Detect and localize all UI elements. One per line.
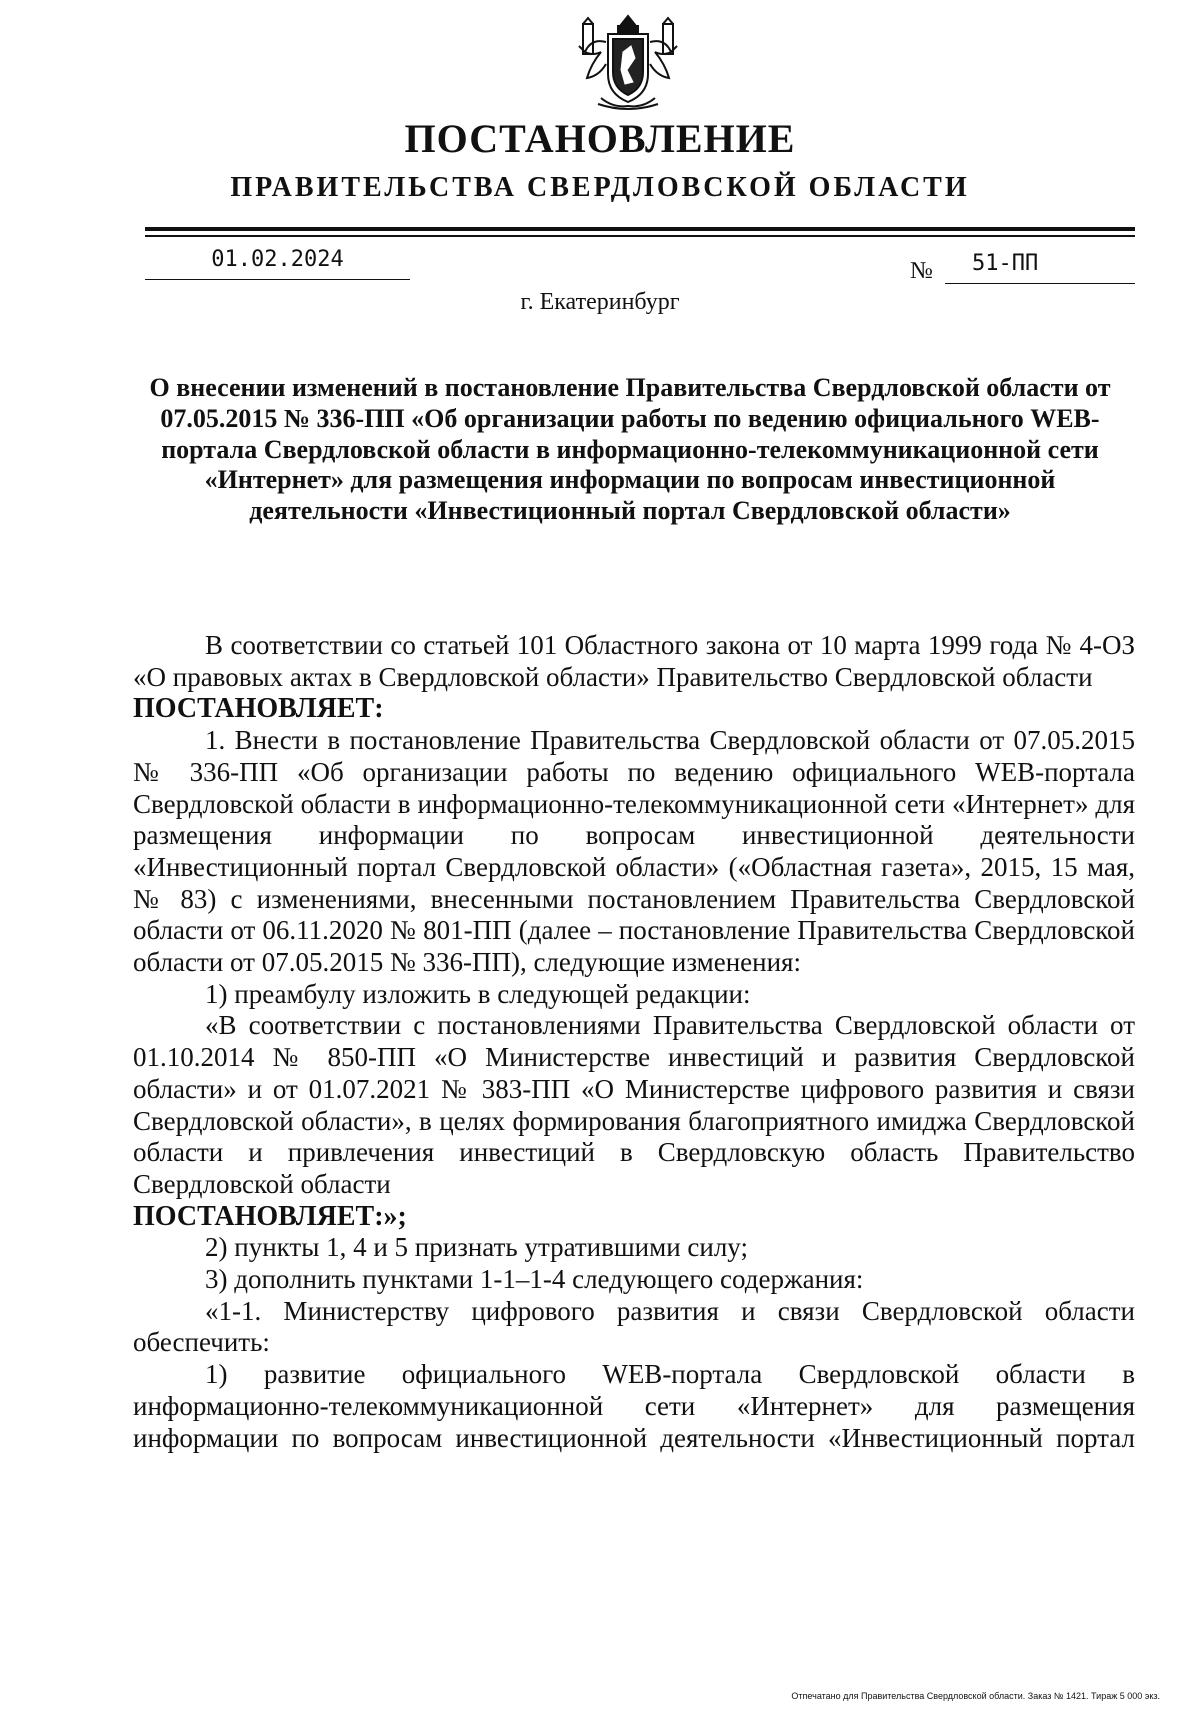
subitem-3-paragraph: 3) дополнить пунктами 1-1–1-4 следующего содержания: [205,1264,864,1295]
quote-1-paragraph: «В соответствии с постановлениями Правительства Свердловской области от 01.10.2014 № 850-ПП «О Министерстве инвестиций и развития Свердловской области» и от 01.07.2021 № 383-ПП «О Министерстве цифрового развития и связи Свердловской области», в целях формирования благоприятного имиджа Свердловской области и привлечения инвестиций в Свердловскую область Правительство Свердловской области [133,1010,1135,1199]
subitem-1-paragraph: 1) преамбулу изложить в следующей редакции: [205,978,751,1009]
city-name: г. Екатеринбург [520,289,680,315]
header-divider-thin [145,235,1135,237]
item-1-paragraph: 1. Внести в постановление Правительства Свердловской области от 07.05.2015 № 336-ПП «Об организации работы по ведению официального WEB-портала Свердловской области в информационно-телекоммуникационной сети «Интернет» для размещения информации по вопросам инвестиционной деятельности «Инвестиционный портал Свердловской области» («Областная газета», 2015, 15 мая, № 83) с изменениями, внесенными постановлением Правительства Свердловской области от 06.11.2020 № 801-ПП (далее – постановление Правительства Свердловской области от 07.05.2015 № 336-ПП), следующие изменения: [133,725,1135,978]
decree-word: ПОСТАНОВЛЯЕТ: [133,693,384,725]
document-body [133,630,1135,1454]
subitem-2-paragraph: 2) пункты 1, 4 и 5 признать утратившими силу; [205,1232,748,1263]
header-divider [145,227,1135,231]
number-sign: № [910,258,933,284]
document-heading: О внесении изменений в постановление Правительства Свердловской области от 07.05.2015 № 336-ПП «Об организации работы по ведению официального WEB-портала Свердловской области в информационно-телекоммуникационной сети «Интернет» для размещения информации по вопросам инвестиционной деятельности «Инвестиционный портал Свердловской области» [149,373,1111,526]
coat-of-arms-icon [573,12,683,117]
document-date: 01.02.2024 [145,244,410,280]
print-footer: Отпечатано для Правительства Свердловской области. Заказ № 1421. Тираж 5 000 экз. [791,1691,1160,1701]
document-number: 51-ПП [945,250,1135,284]
preamble-paragraph: В соответствии со статьей 101 Областного закона от 10 марта 1999 года № 4-ОЗ «О правовых актах в Свердловской области» Правительство Свердловской области [133,630,1135,692]
document-title: ПОСТАНОВЛЕНИЕ [404,116,796,161]
quote-2-item-1-paragraph: 1) развитие официального WEB-портала Свердловской области в информационно-телекоммуникационной сети «Интернет» для размещения информации по вопросам инвестиционной деятельности «Инвестиционный портал [133,1359,1135,1453]
quote-1-decree-word: ПОСТАНОВЛЯЕТ:»; [133,1200,407,1232]
quote-2-paragraph: «1-1. Министерству цифрового развития и связи Свердловской области обеспечить: [133,1295,1135,1358]
document-issuer: ПРАВИТЕЛЬСТВА СВЕРДЛОВСКОЙ ОБЛАСТИ [230,172,970,203]
